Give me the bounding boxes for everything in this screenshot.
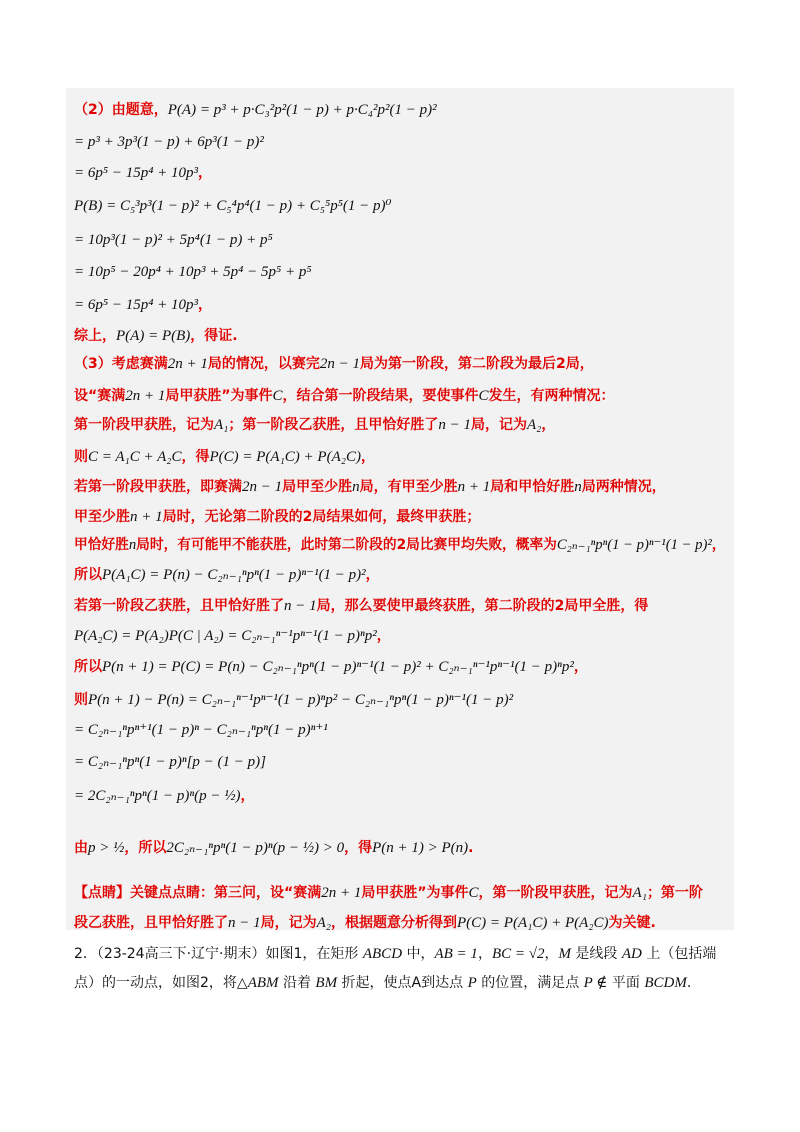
- question-text-segment: 点）的一动点，如图2，将△: [74, 975, 248, 991]
- solution-text-segment: ，: [376, 628, 391, 644]
- math-expression: ABCD: [362, 946, 403, 962]
- math-expression: C = A₁C + A₂C: [88, 449, 182, 465]
- solution-line: [74, 386, 615, 406]
- solution-line: [74, 100, 437, 120]
- math-expression: 2n + 1: [321, 885, 362, 901]
- solution-line: [74, 786, 254, 806]
- solution-text-segment: 设“赛满: [74, 388, 126, 404]
- math-expression: P(C) = P(A₁C) + P(A₂C): [457, 915, 609, 931]
- solution-line: [74, 354, 594, 374]
- math-expression: = p³ + 3p³(1 − p) + 6p³(1 − p)²: [74, 134, 264, 150]
- question-text-segment: 是线段: [570, 946, 622, 962]
- math-expression: = 6p⁵ − 15p⁴ + 10p³: [74, 297, 199, 313]
- math-expression: AB = 1: [434, 946, 478, 962]
- solution-line: [74, 295, 212, 315]
- solution-text-segment: ，: [360, 449, 375, 465]
- math-expression: 2n + 1: [125, 388, 166, 404]
- solution-line: [74, 535, 726, 555]
- solution-text-segment: 局甲获胜”为事件: [165, 388, 273, 404]
- solution-text-segment: 则: [74, 692, 88, 708]
- math-expression: 2n − 1: [319, 356, 360, 372]
- question-text-segment: 的位置，满足点: [476, 975, 584, 991]
- solution-text-segment: 局，记为: [471, 417, 528, 433]
- math-expression: = C₂ₙ₋₁ⁿpⁿ(1 − p)ⁿ[p − (1 − p)]: [74, 754, 266, 770]
- solution-text-segment: ，: [198, 165, 213, 181]
- math-expression: A₁: [214, 417, 229, 433]
- solution-line: [74, 913, 656, 933]
- math-expression: = 2C₂ₙ₋₁ⁿpⁿ(1 − p)ⁿ(p − ½): [74, 788, 241, 804]
- solution-text-segment: 则: [74, 449, 88, 465]
- solution-line: [74, 507, 480, 527]
- solution-text-segment: ，: [198, 297, 213, 313]
- solution-text-segment: 局和甲恰好胜: [490, 479, 575, 495]
- math-expression: BC = √2: [491, 946, 545, 962]
- math-expression: n: [128, 537, 137, 553]
- solution-line: [74, 720, 328, 740]
- math-expression: P(A₂C) = P(A₂)P(C | A₂) = C₂ₙ₋₁ⁿ⁻¹pⁿ⁻¹(1 − p)ⁿp²: [74, 628, 377, 644]
- solution-line: [74, 883, 703, 903]
- math-expression: = 10p³(1 − p)² + 5p⁴(1 − p) + p⁵: [74, 232, 273, 248]
- solution-text-segment: 【点睛】关键点点睛：第三问，设“赛满: [74, 885, 322, 901]
- math-expression: p > ½: [88, 840, 125, 856]
- solution-text-segment: 由: [74, 840, 88, 856]
- question-text-segment: 中，: [402, 946, 435, 962]
- solution-text-segment: ，结合第一阶段结果，要使事件: [282, 388, 479, 404]
- math-expression: BM: [315, 975, 338, 991]
- question-text-segment: ，: [477, 946, 492, 962]
- math-expression: P(A) = P(B): [116, 328, 191, 344]
- math-expression: n + 1: [130, 509, 163, 525]
- math-expression: n: [352, 479, 360, 495]
- solution-text-segment: ，: [573, 659, 588, 675]
- solution-text-segment: 发生，有两种情况：: [488, 388, 615, 404]
- solution-text-segment: （3）考虑赛满: [74, 356, 168, 372]
- solution-line: [74, 262, 312, 282]
- solution-line: [74, 326, 238, 346]
- solution-text-segment: （2）由题意，: [74, 102, 168, 118]
- math-expression: P(n + 1) − P(n) = C₂ₙ₋₁ⁿ⁻¹pⁿ⁻¹(1 − p)ⁿp² − C₂ₙ₋₁ⁿpⁿ(1 − p)ⁿ⁻¹(1 − p)²: [88, 692, 514, 708]
- solution-text-segment: 局甲获胜”为事件: [361, 885, 469, 901]
- math-expression: ABM: [247, 975, 279, 991]
- math-expression: n − 1: [438, 417, 472, 433]
- solution-text-segment: ，第一阶段甲获胜，记为: [478, 885, 633, 901]
- math-expression: n − 1: [228, 915, 261, 931]
- math-expression: P(A₁C) = P(n) − C₂ₙ₋₁ⁿpⁿ(1 − p)ⁿ⁻¹(1 − p)²: [102, 567, 366, 583]
- solution-text-segment: 局时，有可能甲不能获胜，此时第二阶段的2局比赛甲均失败，概率为: [136, 537, 557, 553]
- solution-text-segment: ，得证.: [190, 328, 238, 344]
- math-expression: P(C) = P(A₁C) + P(A₂C): [209, 449, 361, 465]
- solution-line: [74, 596, 648, 616]
- math-expression: n − 1: [284, 598, 317, 614]
- math-expression: C: [478, 388, 489, 404]
- question-text-segment: 沿着: [278, 975, 316, 991]
- solution-text-segment: ，所以: [124, 840, 167, 856]
- question-text-segment: 折起，使点A到达点: [337, 975, 468, 991]
- solution-text-segment: ，: [541, 417, 556, 433]
- math-expression: P(B) = C₅³p³(1 − p)² + C₅⁴p⁴(1 − p) + C₅⁵p⁵(1 − p)⁰: [74, 198, 392, 214]
- solution-text-segment: 局，有甲至少胜: [359, 479, 458, 495]
- math-expression: P ∉: [583, 975, 608, 991]
- question-line: [74, 944, 716, 964]
- math-expression: P(n + 1) > P(n): [372, 840, 469, 856]
- math-expression: 2n − 1: [242, 479, 283, 495]
- solution-text-segment: 第一阶段甲获胜，记为: [74, 417, 214, 433]
- solution-text-segment: ；第一阶段乙获胜，且甲恰好胜了: [228, 417, 439, 433]
- solution-text-segment: 局，那么要使甲最终获胜，第二阶段的2局甲全胜，得: [316, 598, 649, 614]
- solution-text-segment: 局时，无论第二阶段的2局结果如何，最终甲获胜；: [162, 509, 481, 525]
- solution-text-segment: 段乙获胜，且甲恰好胜了: [74, 915, 228, 931]
- solution-text-segment: 局为第一阶段，第二阶段为最后2局，: [360, 356, 594, 372]
- solution-line: [74, 477, 666, 497]
- solution-text-segment: 局，记为: [260, 915, 317, 931]
- solution-text-segment: 为关键.: [608, 915, 656, 931]
- math-expression: 2C₂ₙ₋₁ⁿpⁿ(1 − p)ⁿ(p − ½) > 0: [166, 840, 345, 856]
- solution-line: [74, 230, 273, 250]
- solution-line: [74, 132, 264, 152]
- question-text-segment: 平面: [607, 975, 645, 991]
- solution-text-segment: 局的情况，以赛完: [207, 356, 320, 372]
- solution-line: [74, 690, 513, 710]
- solution-text-segment: ，: [711, 537, 726, 553]
- math-expression: P(n + 1) = P(C) = P(n) − C₂ₙ₋₁ⁿpⁿ(1 − p)ⁿ⁻¹(1 − p)² + C₂ₙ₋₁ⁿ⁻¹pⁿ⁻¹(1 − p)ⁿp²: [102, 659, 574, 675]
- math-expression: = 10p⁵ − 20p⁴ + 10p³ + 5p⁴ − 5p⁵ + p⁵: [74, 264, 312, 280]
- math-expression: M: [558, 946, 571, 962]
- solution-text-segment: 若第一阶段甲获胜，即赛满: [74, 479, 242, 495]
- solution-text-segment: 甲至少胜: [74, 509, 130, 525]
- math-expression: AD: [621, 946, 642, 962]
- question-line: [74, 973, 691, 993]
- solution-text-segment: 所以: [74, 567, 102, 583]
- solution-line: [74, 447, 375, 467]
- solution-line: [74, 565, 380, 585]
- math-expression: = C₂ₙ₋₁ⁿpⁿ⁺¹(1 − p)ⁿ − C₂ₙ₋₁ⁿpⁿ(1 − p)ⁿ⁺¹: [74, 722, 328, 738]
- solution-text-segment: .: [468, 840, 474, 856]
- solution-line: [74, 626, 391, 646]
- solution-text-segment: 若第一阶段乙获胜，且甲恰好胜了: [74, 598, 284, 614]
- question-text-segment: ，: [544, 946, 559, 962]
- math-expression: BCDM: [644, 975, 687, 991]
- solution-text-segment: 所以: [74, 659, 102, 675]
- math-expression: 2n + 1: [167, 356, 208, 372]
- solution-line: [74, 752, 266, 772]
- math-expression: A₂: [316, 915, 332, 931]
- solution-line: [74, 657, 588, 677]
- math-expression: C₂ₙ₋₁ⁿpⁿ(1 − p)ⁿ⁻¹(1 − p)²: [556, 537, 712, 553]
- solution-text-segment: ，得: [344, 840, 373, 856]
- solution-line: [74, 196, 392, 216]
- math-expression: P(A) = p³ + p·C₃²p²(1 − p) + p·C₄²p²(1 − p)²: [167, 102, 437, 118]
- solution-text-segment: ；第一阶: [646, 885, 703, 901]
- solution-line: [74, 838, 473, 858]
- solution-line: [74, 415, 555, 435]
- solution-line: [74, 163, 212, 183]
- question-text-segment: 2．（23-24高三下·辽宁·期末）如图1，在矩形: [74, 946, 363, 962]
- math-expression: P: [467, 975, 477, 991]
- question-text-segment: 上（包括端: [641, 946, 717, 962]
- math-expression: C: [272, 388, 283, 404]
- solution-text-segment: 局两种情况，: [581, 479, 666, 495]
- math-expression: C: [468, 885, 479, 901]
- solution-text-segment: ，根据题意分析得到: [331, 915, 458, 931]
- math-expression: = 6p⁵ − 15p⁴ + 10p³: [74, 165, 199, 181]
- math-expression: n + 1: [457, 479, 491, 495]
- math-expression: A₂: [527, 417, 542, 433]
- solution-text-segment: 甲恰好胜: [74, 537, 129, 553]
- solution-text-segment: ，: [365, 567, 380, 583]
- solution-text-segment: ，得: [181, 449, 210, 465]
- solution-text-segment: 局甲至少胜: [282, 479, 353, 495]
- solution-text-segment: 综上，: [74, 328, 116, 344]
- solution-text-segment: ，: [240, 788, 255, 804]
- math-expression: A₁: [632, 885, 647, 901]
- question-text-segment: .: [686, 975, 692, 991]
- math-expression: n: [574, 479, 582, 495]
